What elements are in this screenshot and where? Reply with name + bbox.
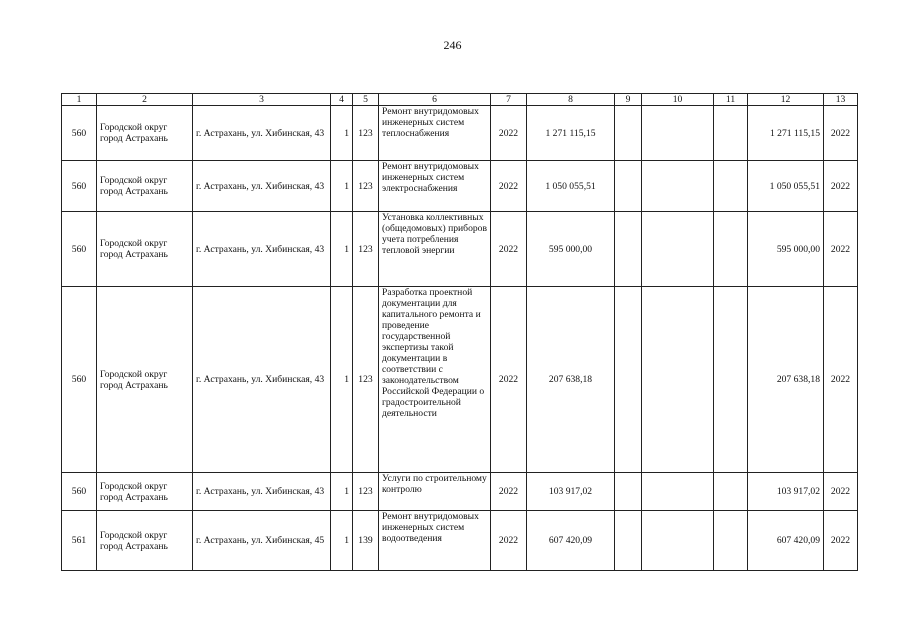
column-header: 4 — [331, 94, 353, 106]
end-year-cell: 2022 — [824, 287, 858, 473]
column-number-row — [62, 94, 858, 106]
c5-cell: 123 — [353, 161, 379, 212]
object-number-cell: 560 — [62, 287, 97, 473]
year-cell: 2022 — [491, 287, 527, 473]
work-type-cell: Ремонт внутридомовых инженерных систем теплоснабжения — [379, 106, 491, 161]
column-header: 2 — [97, 94, 193, 106]
c10-cell — [642, 106, 714, 161]
table-row — [62, 106, 858, 161]
year-cell: 2022 — [491, 161, 527, 212]
cost-cell: 607 420,09 — [527, 511, 615, 571]
address-cell: г. Астрахань, ул. Хибинская, 43 — [193, 212, 331, 287]
c11-cell — [714, 473, 748, 511]
column-header: 9 — [615, 94, 642, 106]
c10-cell — [642, 511, 714, 571]
c11-cell — [714, 287, 748, 473]
work-type-cell: Ремонт внутридомовых инженерных систем электроснабжения — [379, 161, 491, 212]
work-type-cell: Услуги по строительному контролю — [379, 473, 491, 511]
c4-cell: 1 — [331, 473, 353, 511]
page-number: 246 — [443, 38, 462, 52]
c4-cell: 1 — [331, 212, 353, 287]
c4-cell: 1 — [331, 106, 353, 161]
address-cell: г. Астрахань, ул. Хибинская, 43 — [193, 473, 331, 511]
c11-cell — [714, 161, 748, 212]
year-cell: 2022 — [491, 106, 527, 161]
total-cost-cell: 595 000,00 — [748, 212, 824, 287]
c10-cell — [642, 212, 714, 287]
municipality-cell: Городской округ город Астрахань — [97, 287, 193, 473]
end-year-cell: 2022 — [824, 473, 858, 511]
address-cell: г. Астрахань, ул. Хибинская, 43 — [193, 161, 331, 212]
municipality-cell: Городской округ город Астрахань — [97, 161, 193, 212]
c5-cell: 123 — [353, 212, 379, 287]
c11-cell — [714, 511, 748, 571]
cost-cell: 207 638,18 — [527, 287, 615, 473]
cost-cell: 1 271 115,15 — [527, 106, 615, 161]
end-year-cell: 2022 — [824, 161, 858, 212]
column-header: 13 — [824, 94, 858, 106]
object-number-cell: 560 — [62, 473, 97, 511]
object-number-cell: 560 — [62, 161, 97, 212]
end-year-cell: 2022 — [824, 212, 858, 287]
c11-cell — [714, 212, 748, 287]
column-header: 12 — [748, 94, 824, 106]
municipality-cell: Городской округ город Астрахань — [97, 106, 193, 161]
c10-cell — [642, 473, 714, 511]
total-cost-cell: 607 420,09 — [748, 511, 824, 571]
c5-cell: 123 — [353, 106, 379, 161]
column-header: 1 — [62, 94, 97, 106]
year-cell: 2022 — [491, 212, 527, 287]
year-cell: 2022 — [491, 511, 527, 571]
works-table — [61, 93, 858, 571]
c9-cell — [615, 473, 642, 511]
municipality-cell: Городской округ город Астрахань — [97, 473, 193, 511]
address-cell: г. Астрахань, ул. Хибинская, 43 — [193, 287, 331, 473]
c4-cell: 1 — [331, 511, 353, 571]
table-row — [62, 287, 858, 473]
end-year-cell: 2022 — [824, 106, 858, 161]
total-cost-cell: 1 050 055,51 — [748, 161, 824, 212]
work-type-cell: Разработка проектной документации для капитального ремонта и проведение государственной экспертизы такой документации в соответствии с законодательством Российской Федерации о градостроительной деятельности — [379, 287, 491, 473]
table-row — [62, 511, 858, 571]
column-header: 8 — [527, 94, 615, 106]
end-year-cell: 2022 — [824, 511, 858, 571]
c9-cell — [615, 106, 642, 161]
column-header: 11 — [714, 94, 748, 106]
total-cost-cell: 207 638,18 — [748, 287, 824, 473]
municipality-cell: Городской округ город Астрахань — [97, 511, 193, 571]
column-header: 7 — [491, 94, 527, 106]
c4-cell: 1 — [331, 161, 353, 212]
cost-cell: 103 917,02 — [527, 473, 615, 511]
column-header: 5 — [353, 94, 379, 106]
c9-cell — [615, 212, 642, 287]
table-row — [62, 161, 858, 212]
c9-cell — [615, 287, 642, 473]
object-number-cell: 561 — [62, 511, 97, 571]
c11-cell — [714, 106, 748, 161]
total-cost-cell: 1 271 115,15 — [748, 106, 824, 161]
c9-cell — [615, 161, 642, 212]
table-row — [62, 212, 858, 287]
cost-cell: 595 000,00 — [527, 212, 615, 287]
c5-cell: 123 — [353, 287, 379, 473]
object-number-cell: 560 — [62, 106, 97, 161]
c10-cell — [642, 287, 714, 473]
c10-cell — [642, 161, 714, 212]
object-number-cell: 560 — [62, 212, 97, 287]
c5-cell: 139 — [353, 511, 379, 571]
cost-cell: 1 050 055,51 — [527, 161, 615, 212]
table-row — [62, 473, 858, 511]
c9-cell — [615, 511, 642, 571]
column-header: 3 — [193, 94, 331, 106]
work-type-cell: Ремонт внутридомовых инженерных систем водоотведения — [379, 511, 491, 571]
total-cost-cell: 103 917,02 — [748, 473, 824, 511]
year-cell: 2022 — [491, 473, 527, 511]
address-cell: г. Астрахань, ул. Хибинская, 45 — [193, 511, 331, 571]
column-header: 10 — [642, 94, 714, 106]
address-cell: г. Астрахань, ул. Хибинская, 43 — [193, 106, 331, 161]
municipality-cell: Городской округ город Астрахань — [97, 212, 193, 287]
c4-cell: 1 — [331, 287, 353, 473]
c5-cell: 123 — [353, 473, 379, 511]
work-type-cell: Установка коллективных (общедомовых) приборов учета потребления тепловой энергии — [379, 212, 491, 287]
column-header: 6 — [379, 94, 491, 106]
